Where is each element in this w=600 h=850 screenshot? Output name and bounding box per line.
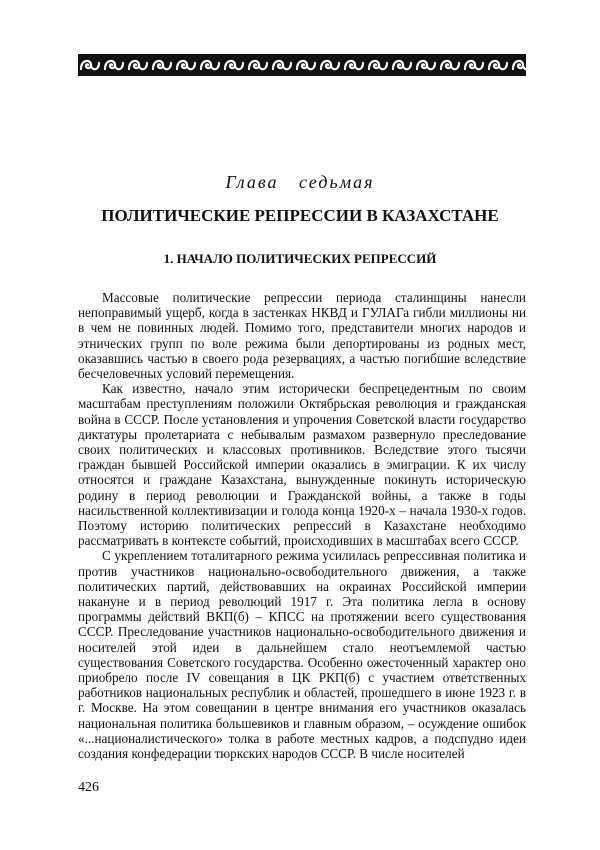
- decorative-ornament-border: [78, 54, 526, 76]
- chapter-title: ПОЛИТИЧЕСКИЕ РЕПРЕССИИ В КАЗАХСТАНЕ: [101, 206, 499, 225]
- paragraph-1: Массовые политические репрессии периода сталинщины нанесли непоправимый ущерб, когда в застенках НКВД и ГУЛАГа гибли миллионы ни в чем не повинных людей. Помимо того, представители многих народов и этнических групп по воле режима были депортированы из родных мест, оказавшись частью в своего рода резервациях, а частью погибшие вследствие бесчеловечных условий перемещения.: [78, 290, 526, 382]
- page-number: 426: [78, 780, 99, 795]
- paragraph-2: Как известно, начало этим исторически беспрецедентным по своим масштабам преступлениям положили Октябрьская революция и гражданская война в СССР. После установления и упрочения Советской власти государство диктатуры пролетариата с небывалым размахом развернуло преследование своих политических и классовых противников. Вследствие этого тысячи граждан бывшей Российской империи оказались в эмиграции. К их числу относятся и граждане Казахстана, вынужденные покинуть историческую родину в период революции и Гражданской войны, а также в годы насильственной коллективизации и голода конца 1920-х – начала 1930-х годов. Поэтому историю политических репрессий в Казахстане необходимо рассматривать в контексте событий, происходивших в масштабах всего СССР.: [78, 381, 526, 549]
- chapter-label: Глава седьмая: [225, 172, 375, 192]
- paragraph-3: С укреплением тоталитарного режима усилилась репрессивная политика и против участников национально-освободительного движения, а также политических партий, действовавших на окраинах Российской империи накануне и в период революций 1917 г. Эта политика легла в основу программы действий ВКП(б) – КПСС на протяжении всего существования СССР. Преследование участников национально-освободительного движения и носителей этой идеи в дальнейшем стало неотъемлемой частью существования Советского государства. Особенно ожесточенный характер оно приобрело после IV совещания в ЦК РКП(б) с участием ответственных работников национальных республик и областей, прошедшего в июне 1923 г. в г. Москве. На этом совещании в центре внимания его участников оказалась национальная политика большевиков и главным образом, – осуждение ошибок «...националистического» толка в работе местных кадров, а подспудно идеи создания конфедерации тюркских народов СССР. В числе носителей: [78, 548, 526, 762]
- section-title: 1. НАЧАЛО ПОЛИТИЧЕСКИХ РЕПРЕССИЙ: [163, 251, 437, 266]
- body-text: [78, 290, 526, 761]
